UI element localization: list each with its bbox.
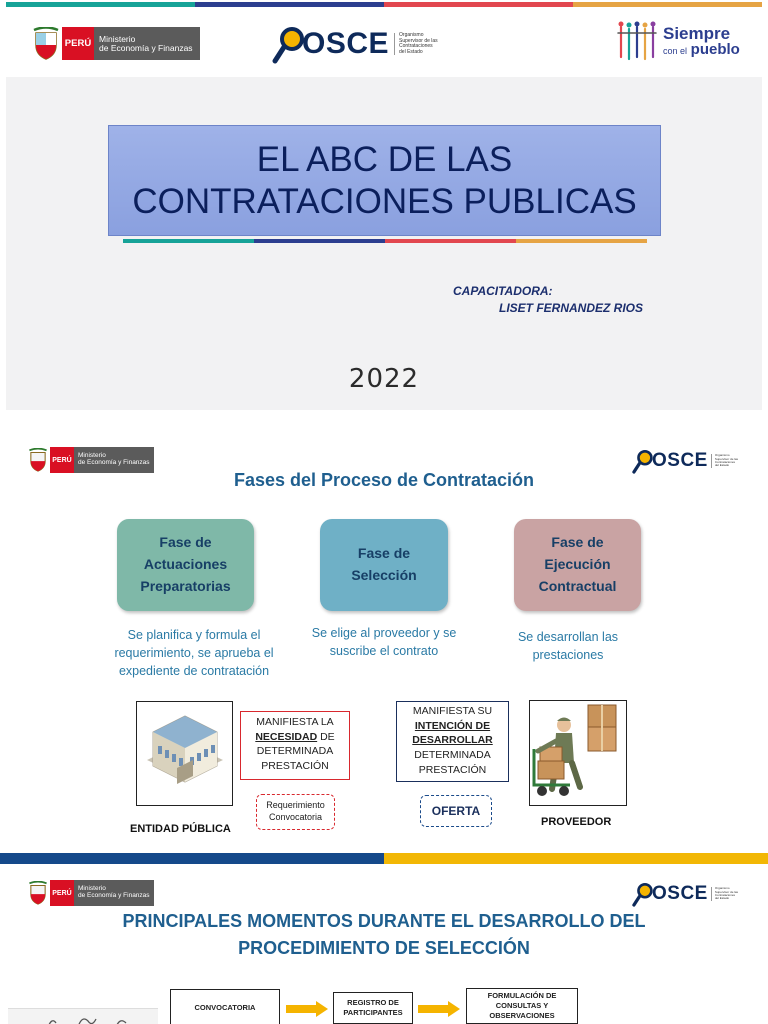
phase-execution: Fase de Ejecución Contractual xyxy=(514,519,641,611)
selection-moments-title: PRINCIPALES MOMENTOS DURANTE EL DESARROLLO DEL PROCEDIMIENTO DE SELECCIÓN xyxy=(122,911,646,958)
osce-logo xyxy=(632,881,738,907)
slide-phases xyxy=(0,428,768,853)
phase-selection-description: Se elige al proveedor y se suscribe el contrato xyxy=(311,626,457,659)
offer-box: OFERTA xyxy=(420,795,492,827)
step-consultas-observaciones: FORMULACIÓN DE CONSULTAS Y OBSERVACIONES xyxy=(466,988,578,1024)
ministry-label: Ministerio de Economía y Finanzas xyxy=(74,880,154,906)
supplier-caption: PROVEEDOR xyxy=(541,816,612,828)
slide-selection-moments xyxy=(0,864,768,1024)
public-entity-caption: ENTIDAD PÚBLICA xyxy=(130,823,231,835)
peru-shield-icon xyxy=(28,881,48,905)
phase-execution-description: Se desarrollan las prestaciones xyxy=(517,630,619,663)
peru-shield-icon xyxy=(28,448,48,472)
supplier-image xyxy=(529,700,627,806)
osce-subtitle: Organismo Supervisor de las Contrataciones del Estado xyxy=(394,33,438,55)
magnifier-icon xyxy=(272,24,306,64)
osce-subtitle: Organismo Supervisor de las Contrataciones del Estado xyxy=(711,454,738,467)
peru-mef-logo xyxy=(32,27,200,60)
peru-label: PERÚ xyxy=(62,27,94,60)
requirement-box: Requerimiento Convocatoria xyxy=(256,794,335,830)
need-keyword: NECESIDAD xyxy=(255,730,318,743)
step-convocatoria: CONVOCATORIA xyxy=(170,989,280,1024)
pueblo-text: pueblo xyxy=(690,41,740,58)
arrow-right-icon xyxy=(418,1001,460,1017)
arrow-right-icon xyxy=(286,1001,328,1017)
cover-title-line-2: CONTRATACIONES PUBLICAS xyxy=(132,181,637,221)
figures-icon xyxy=(616,19,660,63)
peru-shield-icon xyxy=(32,27,60,60)
peru-label: PERÚ xyxy=(50,447,74,473)
siempre-text: Siempre xyxy=(663,24,731,43)
intent-box: MANIFIESTA SU INTENCIÓN DE DESARROLLAR DETERMINADA PRESTACIÓN xyxy=(396,701,509,782)
osce-wordmark: OSCE xyxy=(652,450,708,471)
osce-logo xyxy=(272,24,438,64)
delivery-worker-icon xyxy=(530,701,626,805)
peru-label: PERÚ xyxy=(50,880,74,906)
handwriting-icon xyxy=(8,1009,158,1024)
ministry-label: Ministerio de Economía y Finanzas xyxy=(94,27,200,60)
magnifier-icon xyxy=(632,881,654,907)
cover-year: 2022 xyxy=(348,364,420,394)
con-el-text: con el xyxy=(663,46,688,56)
intent-keyword-2: DESARROLLAR xyxy=(412,734,493,747)
public-entity-image xyxy=(136,701,233,806)
need-box: MANIFIESTA LA NECESIDAD DE DETERMINADA PRESTACIÓN xyxy=(240,711,350,780)
osce-subtitle: Organismo Supervisor de las Contrataciones del Estado xyxy=(711,887,738,900)
siempre-con-el-pueblo-logo xyxy=(616,17,746,65)
ministry-label: Ministerio de Economía y Finanzas xyxy=(74,447,154,473)
section-divider-stripe xyxy=(0,853,768,864)
slide-cover xyxy=(0,0,768,410)
peru-mef-logo xyxy=(28,880,154,906)
osce-wordmark: OSCE xyxy=(302,27,390,60)
cover-title-line-1: EL ABC DE LAS xyxy=(256,139,513,179)
phase-preparatory-description: Se planifica y formula el requerimiento, se aprueba el expediente de contratación xyxy=(114,628,274,679)
handwriting-image xyxy=(8,1008,158,1024)
title-color-stripe xyxy=(123,239,647,243)
step-registro-participantes: REGISTRO DE PARTICIPANTES xyxy=(333,992,413,1024)
trainer-label: CAPACITADORA: xyxy=(453,284,553,298)
phase-preparatory: Fase de Actuaciones Preparatorias xyxy=(117,519,254,611)
phase-selection: Fase de Selección xyxy=(320,519,448,611)
cover-title-box xyxy=(108,125,661,236)
trainer-name: LISET FERNANDEZ RIOS xyxy=(499,301,644,315)
top-color-stripe xyxy=(6,2,762,7)
phases-title: Fases del Proceso de Contratación xyxy=(233,470,535,490)
osce-wordmark: OSCE xyxy=(652,883,708,904)
intent-keyword-1: INTENCIÓN DE xyxy=(414,719,491,732)
building-icon xyxy=(137,702,232,805)
